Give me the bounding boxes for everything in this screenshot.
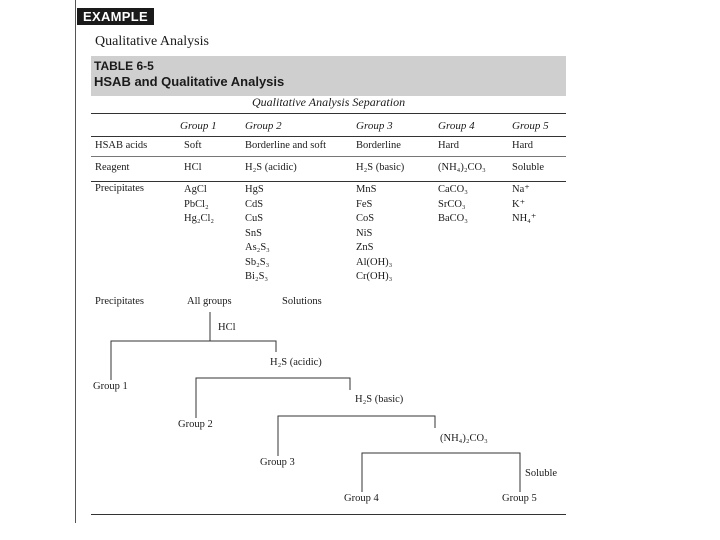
flow-precipitates-label: Precipitates [95, 296, 144, 307]
flow-soluble: Soluble [525, 468, 558, 479]
flow-branch-4 [362, 453, 520, 492]
precipitate: ZnS [356, 242, 374, 253]
flow-reagent-h2s-basic: H₂S (basic) [355, 394, 404, 405]
flow-group-4: Group 4 [344, 493, 379, 504]
precipitate: BaCO₃ [438, 213, 468, 224]
flow-group-5: Group 5 [502, 493, 537, 504]
precipitate: CuS [245, 213, 264, 224]
precipitate: Hg₂Cl₂ [184, 213, 215, 224]
hsab-group-2: Borderline and soft [245, 140, 327, 151]
precipitate: CdS [245, 198, 264, 210]
page-bottom-rule [91, 514, 566, 515]
precipitate: Sb₂S₃ [245, 256, 270, 268]
col-header-group-1: Group 1 [180, 120, 217, 132]
flow-group-1: Group 1 [93, 381, 128, 392]
flow-branch-1 [111, 341, 276, 380]
col-header-group-5: Group 5 [512, 120, 549, 132]
precipitate: AgCl [184, 184, 207, 195]
hsab-group-1: Soft [184, 140, 202, 151]
hsab-group-5: Hard [512, 140, 533, 151]
col-header-group-4: Group 4 [438, 120, 475, 132]
reagent-group-2: H₂S (acidic) [245, 162, 297, 173]
reagent-group-4: (NH₄)₂CO₃ [438, 162, 486, 173]
section-title: Qualitative Analysis [95, 34, 209, 49]
precipitate: As₂S₃ [245, 242, 270, 253]
hsab-group-3: Borderline [356, 140, 401, 151]
flow-reagent-h2s-acidic: H₂S (acidic) [270, 357, 322, 368]
precipitate: Na⁺ [512, 184, 530, 195]
flow-solutions-label: Solutions [282, 296, 322, 307]
precipitate: SnS [245, 227, 262, 239]
row-label-hsab: HSAB acids [95, 140, 148, 151]
col-header-group-2: Group 2 [245, 120, 282, 132]
precipitate: NH₄⁺ [512, 213, 537, 224]
precipitate: Cr(OH)₃ [356, 271, 393, 282]
flow-branch-2 [196, 378, 350, 418]
flow-reagent-ammonium-carbonate: (NH₄)₂CO₃ [440, 433, 488, 444]
table-caption: Qualitative Analysis Separation [252, 95, 406, 109]
flow-group-3: Group 3 [260, 457, 295, 468]
example-tag: EXAMPLE [77, 8, 154, 25]
precipitate: Al(OH)₃ [356, 256, 393, 268]
flow-branch-3 [278, 416, 435, 456]
precipitate: CoS [356, 213, 375, 224]
precipitate: SrCO₃ [438, 198, 466, 210]
hsab-group-4: Hard [438, 140, 459, 151]
precipitate: NiS [356, 227, 373, 239]
precipitate: CaCO₃ [438, 184, 468, 195]
precipitate: FeS [356, 198, 373, 210]
precipitate: MnS [356, 184, 377, 195]
precipitate: K⁺ [512, 198, 526, 210]
flow-all-groups: All groups [187, 296, 232, 307]
table-title: HSAB and Qualitative Analysis [94, 74, 285, 89]
row-label-reagent: Reagent [95, 162, 130, 173]
flow-group-2: Group 2 [178, 419, 213, 430]
col-header-group-3: Group 3 [356, 120, 393, 132]
precipitate: PbCl₂ [184, 198, 209, 210]
precipitate: Bi₂S₃ [245, 271, 269, 282]
row-label-precipitates: Precipitates [95, 183, 144, 194]
reagent-group-5: Soluble [512, 162, 545, 173]
precipitate: HgS [245, 184, 264, 195]
flow-reagent-hcl: HCl [218, 322, 236, 333]
reagent-group-3: H₂S (basic) [356, 162, 405, 173]
reagent-group-1: HCl [184, 162, 202, 173]
table-number: TABLE 6-5 [94, 59, 154, 73]
